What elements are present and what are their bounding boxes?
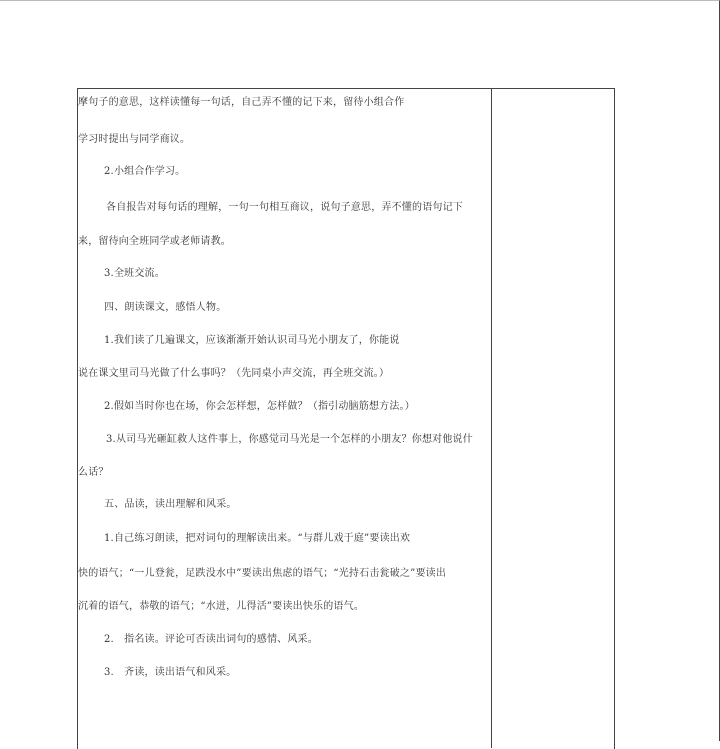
text-line-9: 说在课文里司马光做了什么事吗？（先同桌小声交流，再全班交流。） xyxy=(78,368,390,379)
text-line-6: 3.全班交流。 xyxy=(104,268,165,279)
text-line-7: 四、朗读课文，感悟人物。 xyxy=(104,302,227,313)
table-grid xyxy=(77,88,615,749)
text-line-18: 3. 齐读，读出语气和风采。 xyxy=(104,667,237,678)
text-line-14: 1.自己练习朗读，把对词句的理解读出来。“与群儿戏于庭”要读出欢 xyxy=(104,533,411,544)
table-column-divider xyxy=(491,88,492,748)
text-line-3: 2.小组合作学习。 xyxy=(104,166,186,177)
text-line-1: 摩句子的意思，这样读懂每一句话，自己弄不懂的记下来，留待小组合作 xyxy=(78,97,405,108)
text-line-11: 3.从司马光砸缸救人这件事上，你感觉司马光是一个怎样的小朋友？你想对他说什 xyxy=(106,434,473,445)
text-line-8: 1.我们读了几遍课文，应该渐渐开始认识司马光小朋友了，你能说 xyxy=(104,335,400,346)
text-line-16: 沉着的语气，恭敬的语气；“水迸，儿得活”要读出快乐的语气。 xyxy=(78,601,365,612)
text-line-17: 2. 指名读。评论可否读出词句的感情、风采。 xyxy=(104,634,318,645)
text-line-12: 么话？ xyxy=(78,467,109,478)
text-line-15: 快的语气；“一儿登瓮，足跌没水中”要读出焦虑的语气；“光持石击瓮破之”要读出 xyxy=(78,568,447,579)
text-line-13: 五、品读，读出理解和风采。 xyxy=(104,499,237,510)
text-line-10: 2.假如当时你也在场，你会怎样想，怎样做？（指引动脑筋想方法。） xyxy=(104,401,415,412)
text-line-2: 学习时提出与同学商议。 xyxy=(78,134,191,145)
text-line-4: 各自报告对每句话的理解，一句一句相互商议，说句子意思，弄不懂的语句记下 xyxy=(106,202,463,213)
text-line-5: 来，留待向全班同学或老师请教。 xyxy=(78,236,231,247)
